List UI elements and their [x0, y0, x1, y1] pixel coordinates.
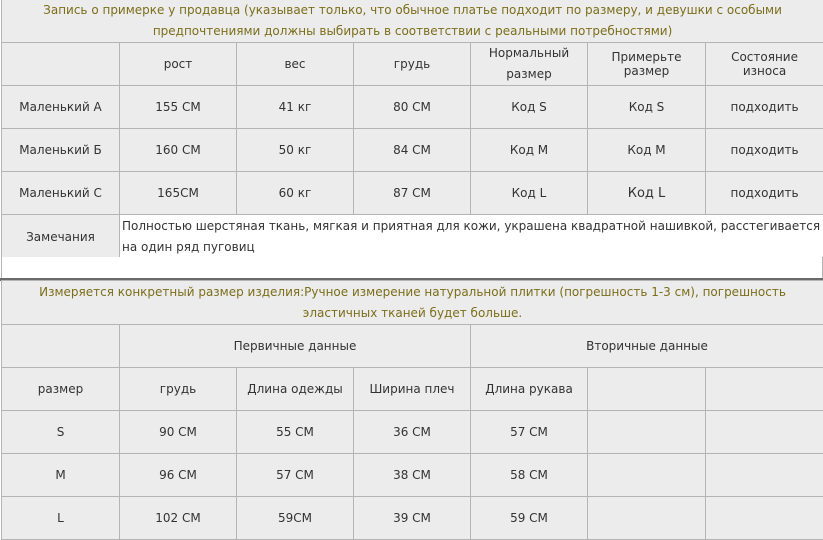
- header-size: размер: [2, 368, 120, 411]
- table-separator: [1, 257, 823, 278]
- cell: 90 СМ: [120, 411, 237, 454]
- cell: Код S: [588, 86, 706, 129]
- group-header-empty: [2, 325, 120, 368]
- table-row: [2, 86, 823, 129]
- cell: [588, 454, 706, 497]
- cell: 55 СМ: [237, 411, 354, 454]
- cell: 57 СМ: [237, 454, 354, 497]
- row-label: L: [2, 497, 120, 540]
- row-label: S: [2, 411, 120, 454]
- row-label: Маленький Б: [2, 129, 120, 172]
- header-sleeve: Длина рукава: [471, 368, 588, 411]
- header-try-size: Примерьте размер: [588, 43, 706, 86]
- table-row: [2, 454, 823, 497]
- row-label: Маленький А: [2, 86, 120, 129]
- cell: 84 СМ: [354, 129, 471, 172]
- group-header-row: [2, 325, 823, 368]
- remarks-row: [2, 215, 823, 259]
- cell: 96 СМ: [120, 454, 237, 497]
- cell: Код L: [471, 172, 588, 215]
- header-bust: грудь: [354, 43, 471, 86]
- cell: [588, 497, 706, 540]
- header-weight: вес: [237, 43, 354, 86]
- cell: [706, 497, 823, 540]
- cell: 60 кг: [237, 172, 354, 215]
- cell: Код М: [588, 129, 706, 172]
- cell: подходить: [706, 129, 823, 172]
- row-label: M: [2, 454, 120, 497]
- cell: 102 СМ: [120, 497, 237, 540]
- header-empty: [706, 368, 823, 411]
- cell: 36 СМ: [354, 411, 471, 454]
- cell: [706, 454, 823, 497]
- header-normal-size: Нормальный размер: [471, 43, 588, 86]
- cell: [588, 411, 706, 454]
- cell: 50 кг: [237, 129, 354, 172]
- cell: 80 СМ: [354, 86, 471, 129]
- table-row: [2, 411, 823, 454]
- cell: Код S: [471, 86, 588, 129]
- cell: 59 СМ: [471, 497, 588, 540]
- cell: [706, 411, 823, 454]
- cell: подходить: [706, 86, 823, 129]
- cell: 38 СМ: [354, 454, 471, 497]
- cell: 165СМ: [120, 172, 237, 215]
- table-header-row: [2, 43, 823, 86]
- cell: Код L: [588, 172, 706, 215]
- fitting-record-title: Запись о примерке у продавца (указывает только, что обычное платье подходит по размеру, и девушки с особыми предпочтениями должны выбирать в соответствии с реальными потребностями): [2, 0, 823, 43]
- table-header-row: [2, 368, 823, 411]
- cell: подходить: [706, 172, 823, 215]
- cell: 59СМ: [237, 497, 354, 540]
- header-cell-empty: [2, 43, 120, 86]
- table-row: [2, 497, 823, 540]
- cell: Код М: [471, 129, 588, 172]
- cell: 41 кг: [237, 86, 354, 129]
- header-shoulder: Ширина плеч: [354, 368, 471, 411]
- group-secondary-data: Вторичные данные: [471, 325, 823, 368]
- header-wear-status: Состояние износа: [706, 43, 823, 86]
- cell: 58 СМ: [471, 454, 588, 497]
- group-primary-data: Первичные данные: [120, 325, 471, 368]
- remarks-label: Замечания: [2, 215, 120, 259]
- cell: 87 СМ: [354, 172, 471, 215]
- row-label: Маленький С: [2, 172, 120, 215]
- cell: 39 СМ: [354, 497, 471, 540]
- table-row: [2, 129, 823, 172]
- fitting-record-table: [1, 0, 823, 259]
- header-length: Длина одежды: [237, 368, 354, 411]
- table-row: [2, 172, 823, 215]
- remarks-text: Полностью шерстяная ткань, мягкая и приятная для кожи, украшена квадратной нашивкой, расстегивается на один ряд пуговиц: [120, 215, 823, 259]
- header-bust: грудь: [120, 368, 237, 411]
- measurement-table: [1, 280, 823, 540]
- header-height: рост: [120, 43, 237, 86]
- measurement-title: Измеряется конкретный размер изделия:Ручное измерение натуральной плитки (погрешность 1-3 см), погрешность эластичных тканей будет больше.: [2, 281, 823, 325]
- header-empty: [588, 368, 706, 411]
- cell: 160 СМ: [120, 129, 237, 172]
- cell: 57 СМ: [471, 411, 588, 454]
- cell: 155 СМ: [120, 86, 237, 129]
